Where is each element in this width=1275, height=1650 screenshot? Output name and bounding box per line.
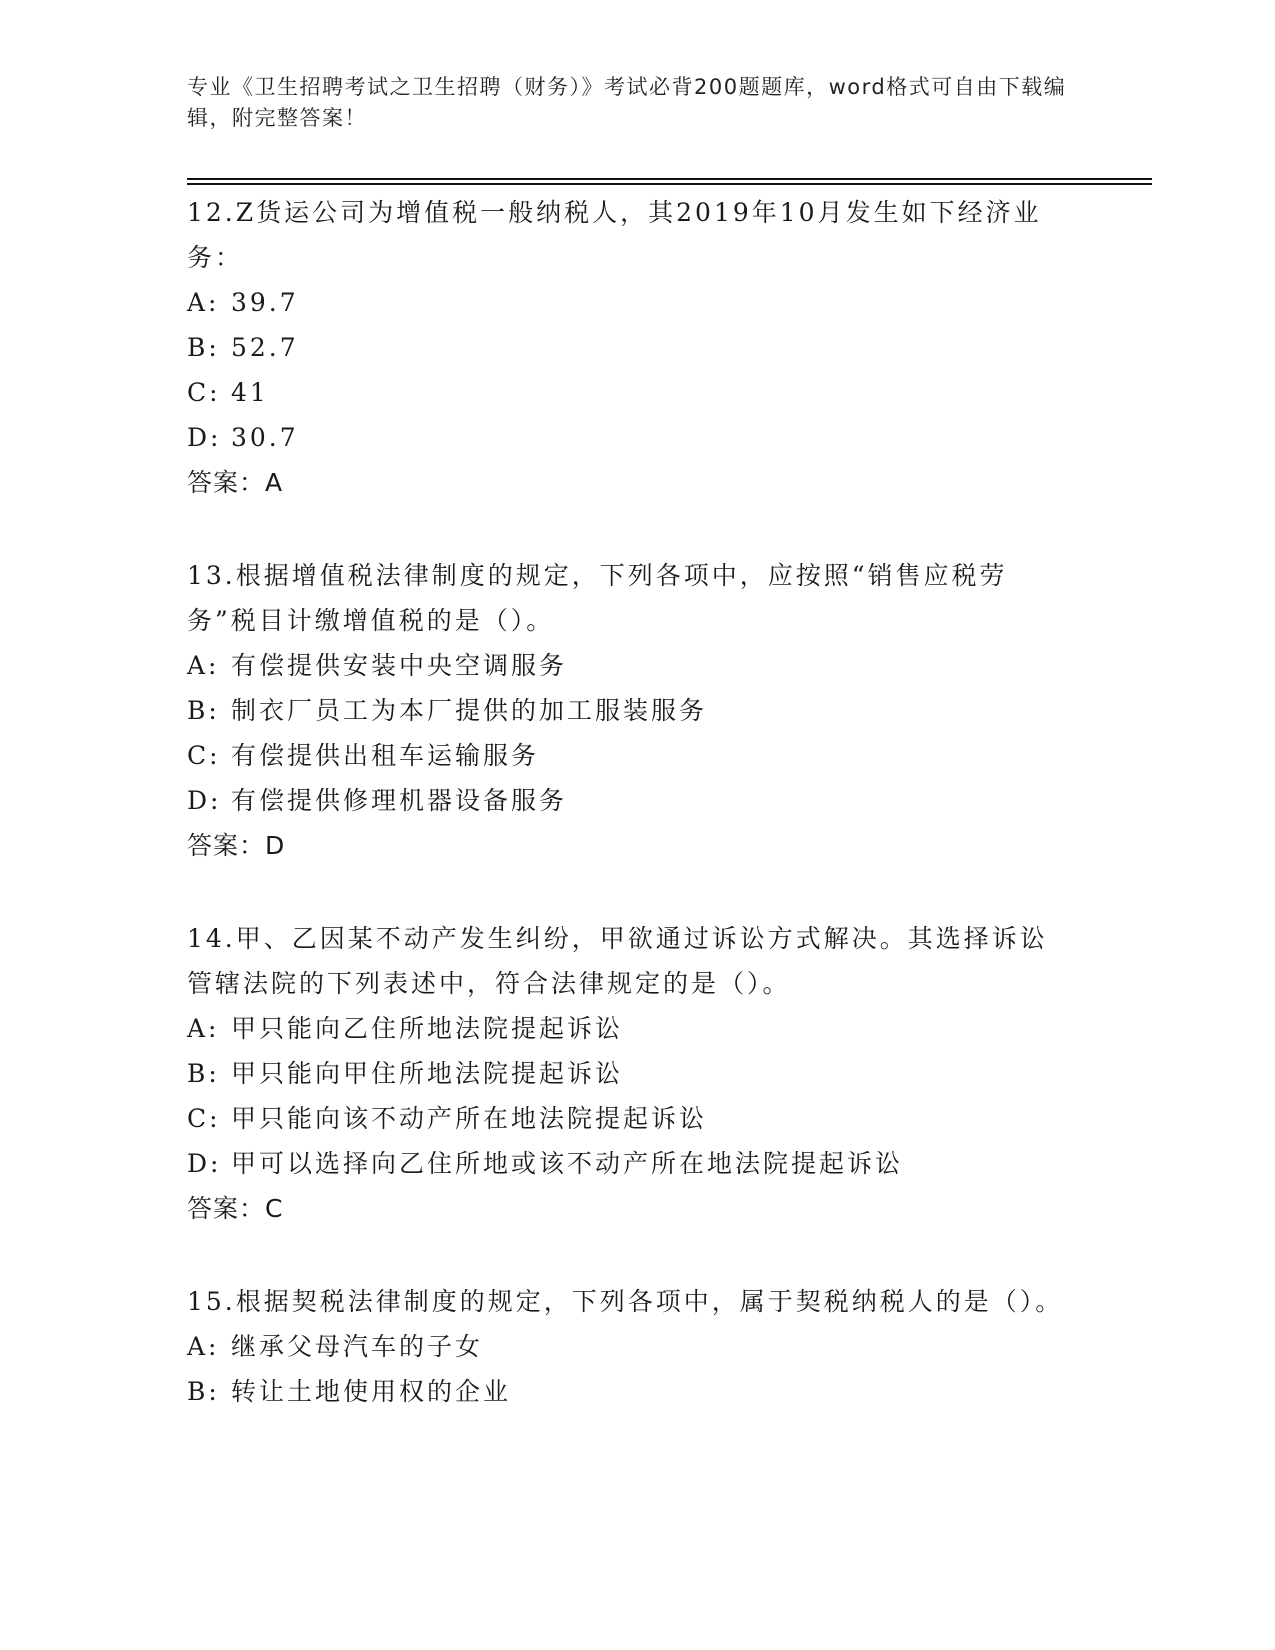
option-d xyxy=(187,1141,1087,1186)
option-text: 甲只能向乙住所地法院提起诉讼 xyxy=(231,1014,624,1043)
option-letter: D: xyxy=(187,423,222,452)
option-text: 甲可以选择向乙住所地或该不动产所在地法院提起诉讼 xyxy=(231,1149,904,1178)
answer-line xyxy=(187,1186,1087,1231)
option-b xyxy=(187,1369,1087,1414)
option-a xyxy=(187,1006,1087,1051)
option-b xyxy=(187,1051,1087,1096)
option-text: 甲只能向甲住所地法院提起诉讼 xyxy=(231,1059,624,1088)
answer-prefix: 答案： xyxy=(187,831,266,860)
option-letter: B: xyxy=(187,333,220,362)
answer-value: D xyxy=(265,831,286,860)
option-d xyxy=(187,415,1087,460)
option-text: 甲只能向该不动产所在地法院提起诉讼 xyxy=(231,1104,708,1133)
option-c xyxy=(187,733,1087,778)
answer-value: A xyxy=(265,468,284,497)
option-text: 有偿提供安装中央空调服务 xyxy=(231,651,568,680)
option-a xyxy=(187,1324,1087,1369)
question-item xyxy=(187,190,1087,505)
option-text: 52.7 xyxy=(231,333,299,362)
option-letter: C: xyxy=(187,741,221,770)
option-letter: A: xyxy=(187,651,220,680)
question-title: 14.甲、乙因某不动产发生纠纷，甲欲通过诉讼方式解决。其选择诉讼管辖法院的下列表述中，符合法律规定的是（）。 xyxy=(187,924,1048,998)
option-b xyxy=(187,688,1087,733)
question-title: 12.Z货运公司为增值税一般纳税人，其2019年10月发生如下经济业务： xyxy=(187,198,1042,272)
header-divider-top xyxy=(187,178,1152,180)
option-letter: B: xyxy=(187,1377,220,1406)
question-item xyxy=(187,1279,1087,1414)
question-item xyxy=(187,916,1087,1231)
option-text: 转让土地使用权的企业 xyxy=(231,1377,512,1406)
question-list xyxy=(187,190,1087,1462)
option-text: 41 xyxy=(231,378,269,407)
answer-line xyxy=(187,460,1087,505)
option-letter: C: xyxy=(187,378,221,407)
option-d xyxy=(187,778,1087,823)
option-letter: A: xyxy=(187,1014,220,1043)
option-letter: B: xyxy=(187,696,220,725)
answer-line xyxy=(187,823,1087,868)
option-a xyxy=(187,280,1087,325)
option-c xyxy=(187,370,1087,415)
option-a xyxy=(187,643,1087,688)
option-text: 有偿提供出租车运输服务 xyxy=(231,741,540,770)
option-letter: B: xyxy=(187,1059,220,1088)
option-text: 39.7 xyxy=(231,288,299,317)
option-text: 制衣厂员工为本厂提供的加工服装服务 xyxy=(231,696,708,725)
option-b xyxy=(187,325,1087,370)
option-text: 继承父母汽车的子女 xyxy=(231,1332,484,1361)
option-text: 有偿提供修理机器设备服务 xyxy=(231,786,568,815)
option-letter: C: xyxy=(187,1104,221,1133)
option-letter: A: xyxy=(187,288,220,317)
option-letter: D: xyxy=(187,786,222,815)
answer-prefix: 答案： xyxy=(187,468,266,497)
header-divider-bottom xyxy=(187,183,1152,185)
option-letter: D: xyxy=(187,1149,222,1178)
option-c xyxy=(187,1096,1087,1141)
answer-prefix: 答案： xyxy=(187,1194,266,1223)
question-title: 15.根据契税法律制度的规定，下列各项中，属于契税纳税人的是（）。 xyxy=(187,1287,1064,1316)
option-text: 30.7 xyxy=(231,423,299,452)
question-item xyxy=(187,553,1087,868)
header-note: 专业《卫生招聘考试之卫生招聘（财务）》考试必背200题题库，word格式可自由下载编辑，附完整答案！ xyxy=(187,75,1067,130)
option-letter: A: xyxy=(187,1332,220,1361)
question-title: 13.根据增值税法律制度的规定，下列各项中，应按照“销售应税劳务”税目计缴增值税的是（）。 xyxy=(187,561,1008,635)
answer-value: C xyxy=(265,1194,284,1223)
